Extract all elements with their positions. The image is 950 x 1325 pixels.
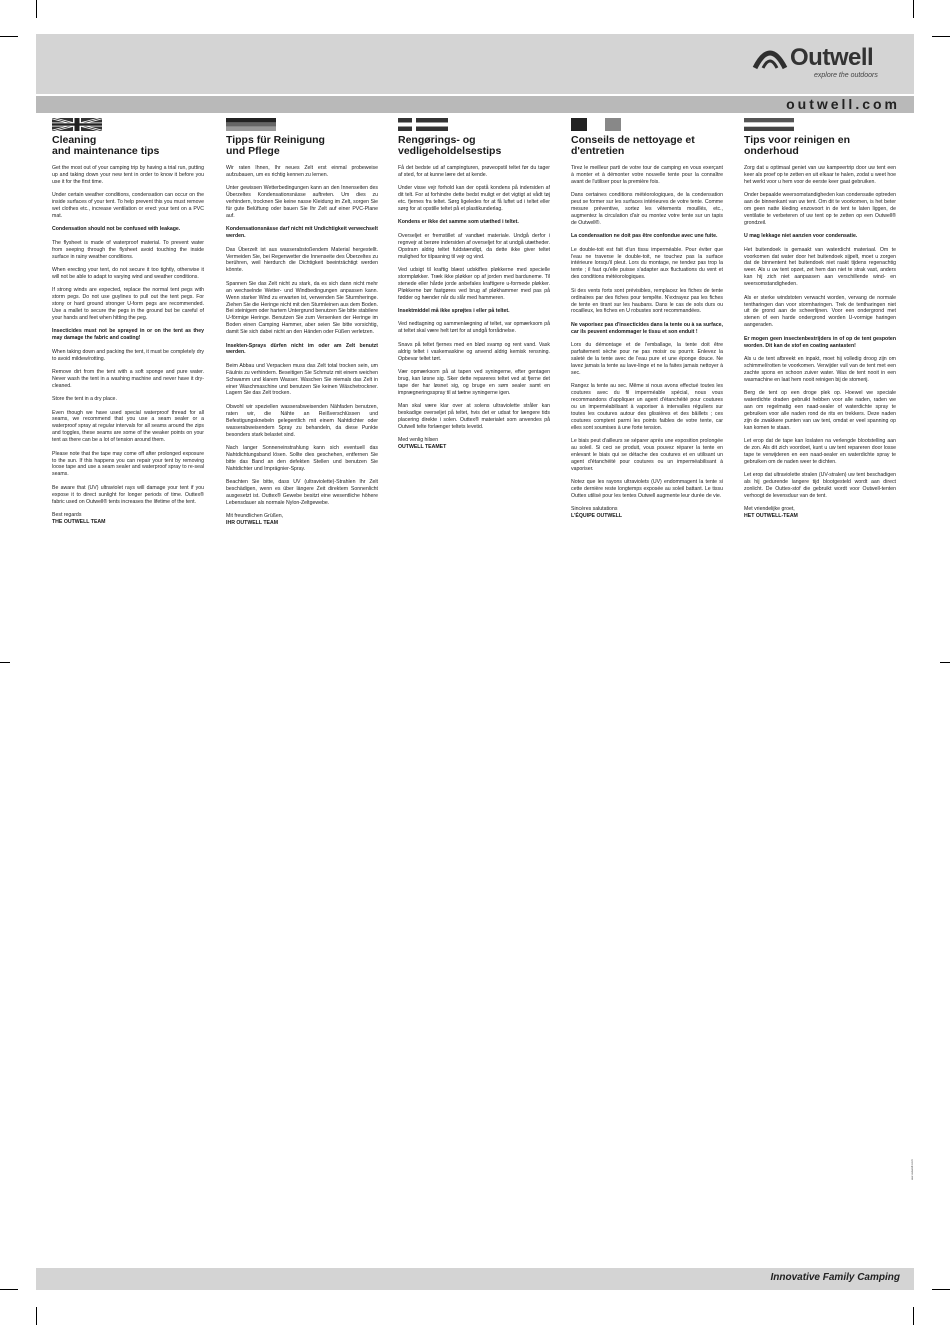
section-title: Rengørings- og vedligeholdelsestips [398,134,502,157]
paragraph: Spannen Sie das Zelt nicht zu stark, da es sich dann nicht mehr an wechselnde Wetter- und Windbedingungen anpassen kann. Wenn starker Wind zu erwarten ist, verwenden Sie Sturmheringe. Ziehen Sie die Heringe nicht mit den Sturmleinen aus dem Boden. Bei steinigem oder hartem Untergrund benutzen Sie bitte stabilere U-förmige Heringe. Benutzen Sie zum Versenken der Heringe im Boden einen Camping Hammer, aber seien Sie bitte vorsichtig, damit Sie sich dabei nicht an den Händen oder Füßen verletzen. [226,280,378,336]
signature [398,437,550,451]
highlight-paragraph: U mag lekkage niet aanzien voor condensatie. [744,233,858,240]
closing: Best regards [52,511,82,518]
paragraph: Beim Abbau und Verpacken muss das Zelt total trocken sein, um Fäulnis zu verhindern. Beseitigen Sie Schmutz mit einem weichen Schwamm und klarem Wasser. Waschen Sie niemals das Zelt in einer Waschmaschine und benutzen Sie keinen Wäschetrockner. Lagern Sie das Zelt trocken. [226,362,378,397]
paragraph: Het buitendoek is gemaakt van waterdicht materiaal. Om te voorkomen dat water door het buitendoek sijpelt, moet u zorgen dat de binnentent het buitendoek niet raakt tijdens regenachtig weer. Als u uw tent opzet, zet hem dan niet te strak vast, anders kan hij zich niet aanpassen aan verschillende wind- en weersomstandigheden. [744,246,896,288]
signature [571,506,723,520]
paragraph: Under certain weather conditions, condensation can occur on the inside surfaces of your tent. To help prevent this you must remove wet clothes etc., increase ventilation or erect your tent on a PVC mat. [52,192,204,219]
paragraph: Let erop dat de tape kan loslaten na verlengde blootstelling aan de zon. Als dit zich voordoet, kunt u uw tent repareren door losse tape te verwijderen en een naad-sealer en waterdichte spray te gebruiken om de naden weer te dichten. [744,438,896,465]
paragraph: Tirez le meilleur parti de votre tour de camping en vous exerçant à monter et à démonter votre nouvelle tente pour la connaître avant de l'utiliser pour la première fois. [571,165,723,185]
highlight-paragraph: Kondensationsnässe darf nicht mit Undichtigkeit verwechselt werden. [226,226,378,240]
paragraph: Overseljet er fremstillet af vandtæt materiale. Undgå derfor i regnvejr at berøre indersiden af overseljet for at undgå utætheder. Opstram aldrig teltet fuldstændigt, da dette ikke giver teltet mulighed for tilpasning til vejr og vind. [398,232,550,260]
paragraph: Unter gewissen Wetterbedingungen kann an den Innenseiten des Überzeltes Kondensationsnässe auftreten. Um dies zu verhindern, trocknen Sie keine nasse Kleidung im Zelt, sorgen Sie für gute Belüftung oder bauen Sie Ihr Zelt auf einer PVC-Plane auf. [226,185,378,219]
paragraph: Be aware that (UV) ultraviolet rays will damage your tent if you expose it to direct sunlight for longer periods of time. Outtex® fabric used on Outwell® tents increases the lifetime of the tent. [52,484,204,505]
signature [226,513,378,527]
column-german [226,118,378,527]
section-title: Tips voor reinigen en onderhoud [744,134,850,157]
footer-slogan: Innovative Family Camping [770,1272,900,1283]
paragraphs [226,165,378,507]
paragraph: Ved udsigt til kraftig blæst udskiftes pløkkerne med specielle stormpløkker. Træk ikke pløkker op af jorden med barduneme. Til stenede eller hårde jorde anbefales kraftigere u-formede pløkker. Pløkkerne bør fastgøres ved brug af pløkhammer med pas på fødder og hænder når du slår med hammeren. [398,266,550,301]
brand-name: Outwell [790,44,874,71]
column-dutch [744,118,896,520]
nl-flag-icon [744,118,896,131]
paragraph: Remove dirt from the tent with a soft sponge and pure water. Never wash the tent in a washing machine and never have it dry-cleaned. [52,368,204,389]
website-url: outwell.com [786,96,900,112]
paragraphs [398,165,550,431]
outwell-logo-icon [752,44,788,74]
crop-mark [36,1307,37,1325]
highlight-paragraph: Insekten-Sprays dürfen nicht im oder am Zelt benutzt werden. [226,342,378,356]
highlight-paragraph: Kondens er ikke det samme som utæthed i teltet. [398,219,519,226]
paragraph: Dans certaines conditions météorologiques, de la condensation peut se former sur les surfaces intérieures de votre tente. Comme mesure préventive, sortez les vêtements mouillés, etc., augmentez la circulation d'air ou montez votre tente sur un tapis de Outwell®. [571,192,723,226]
closing: Sincères salutations [571,506,618,513]
crop-mark [913,0,914,18]
paragraph: Le biais peut d'ailleurs se séparer après une exposition prolongée au soleil. Si ceci se produit, vous pouvez réparer la tente en enlevant le biais qui se détache des coutures et en utilisant un agent d'étanchéité pour coutures ou un imperméabilisant à vaporiser. [571,438,723,472]
section-title: Conseils de nettoyage et d'entretien [571,134,695,157]
team-name: THE OUTWELL TEAM [52,518,106,525]
team-name: HET OUTWELL-TEAM [744,513,798,520]
paragraph: Das Überzelt ist aus wasserabstoßendem Material hergestellt. Vermeiden Sie, bei Regenwetter die Innenseite des Überzeltes zu berühren, weil hierdurch die Dichtigkeit beeinträchtigt werden könnte. [226,246,378,274]
paragraph: The flysheet is made of waterproof material. To prevent water from seeping through the flysheet avoid touching the inside surface in rainy weather conditions. [52,239,204,260]
closing: Mit freundlichen Grüßen, [226,513,284,520]
paragraph: Obwohl wir speziellen wasserabweisenden Nähfaden benutzen, raten wir, die Nähte an Reißverschlüssen und Befestigungsknebeln gelegentlich mit einem Nahtdichter oder wasserabweisendem Spray zu behandeln, da diese Punkte besonders stark belastet sind. [226,403,378,438]
crop-mark [940,662,950,663]
paragraph: Beachten Sie bitte, dass UV (ultraviolette)-Strahlen Ihr Zelt beschädigen, wenn es über längere Zeit direktem Sonnenlicht ausgesetzt ist. Outtex® Gewebe besitzt eine wesentliche höhere Lebensdauer als normale Nylon-Zeltgewebe. [226,479,378,506]
paragraph: Als er sterke windstoten verwacht worden, vervang de normale tentharingen dan voor stormharingen. Trek de tentharingen niet uit de grond aan de scheerlijnen. Voor een ondergrond met stenen of een harde ondergrond worden U-vormige haringen aangeraden. [744,294,896,329]
crop-mark [0,1289,18,1290]
paragraph: Notez que les rayons ultraviolets (UV) endommagent la tente si cette dernière reste longtemps exposée au soleil battant. Le tissu Outtex utilisé pour les tentes Outwell augmente leur durée de vie. [571,479,723,499]
paragraph: Wir raten Ihnen, Ihr neues Zelt erst einmal probeweise aufzubauen, um es richtig kennen zu lernen. [226,165,378,178]
highlight-paragraph: Insecticides must not be sprayed in or on the tent as they may damage the fabric and coating! [52,328,204,342]
section-title: Cleaning and maintenance tips [52,134,160,157]
crop-mark [36,0,37,18]
crop-mark [0,36,18,37]
dk-flag-icon [398,118,550,131]
paragraph: Lors du démontage et de l'emballage, la tente doit être parfaitement sèche pour ne pas moisir ou pourrir. Enlevez la saleté de la tente avec de l'eau pure et une éponge douce. Ne lavez jamais la tente au lave-linge et ne la faites jamais nettoyer à sec. [571,342,723,376]
paragraph: Als u de tent afbreekt en inpakt, moet hij volledig droog zijn om schimmel/rotten te voorkomen. Verwijder vuil van de tent met een zachte spons en schoon zuiver water. Was de tent nooit in een wasmachine en laat hem nooit reinigen bij de stomerij. [744,355,896,383]
paragraph: Snavs på teltet fjernes med en blød svamp og rent vand. Vask aldrig teltet i vaskemaskine og anvend aldrig kemisk rensning. Opbevar teltet tørt. [398,341,550,362]
signature [52,512,204,526]
closing: Med venlig hilsen [398,437,439,444]
paragraphs [52,165,204,505]
column-french [571,118,723,520]
paragraph: If strong winds are expected, replace the normal tent pegs with storm pegs. Do not use guylines to pull out the tent pegs. For stony or hard ground stronger U-form pegs are recommended. Use a mallet to secure the pegs in the ground but be careful of your hands and feet when hitting the peg. [52,287,204,321]
fr-flag-icon [571,118,723,131]
crop-mark [913,1307,914,1325]
brand-tagline: explore the outdoors [814,72,878,79]
highlight-paragraph: Ne vaporisez pas d'insecticides dans la tente ou à sa surface, car ils peuvent endommager le tissu et son enduit ! [571,321,723,335]
paragraph: Si des vents forts sont prévisibles, remplacez les fiches de tente ordinaires par des fiches pour tempête. N'extrayez pas les fiches de tente en tirant sur les haubans. Dans le cas de sols durs ou rocailleux, les fiches en U robustes sont recommandées. [571,287,723,315]
highlight-paragraph: Er mogen geen insectenbestrijders in of op de tent gespoten worden. Dit kan de stof en coating aantasten! [744,335,896,349]
paragraph: Ved nedtagning og sammenlægning af teltet, var opmærksom på at teltet skal være helt tørt for at undgå forrådnelse. [398,321,550,335]
paragraph: Please note that the tape may come off after prolonged exposure to the sun. If this happens you can repair your tent by removing loose tape and use a seam sealer and waterproof spray to re-seal seams. [52,450,204,478]
paragraph: Under visse vejr forhold kan der opstå kondens på indersiden af dit telt. For at forhindre dette bedst muligt er det vigtigt at vådt tøj etc. fjernes fra teltet. Sørg ligeledes for at få luftet ud i teltet eller sørg for at opstille teltet på et plastikunderlag. [398,185,550,213]
paragraph: Zorg dat u optimaal geniet van uw kampeertrip door uw tent een keer als proef op te zetten en uit elkaar te halen, zodat u weet hoe het werkt voor u hem voor de eerste keer gaat gebruiken. [744,165,896,185]
paragraph: Onder bepaalde weersomstandigheden kan condensatie optreden aan de binnenkant van uw tent. Om dit te voorkomen, is het beter om geen natte kleding enzovoort in de tent te laten liggen, de ventilatie te verbeteren of uw tent op te zetten op een Outwell® grondzeil. [744,192,896,226]
crop-mark [932,1289,950,1290]
column-english [52,118,204,526]
team-name: L'ÉQUIPE OUTWELL [571,513,623,520]
signature [744,506,896,520]
paragraph: Le double-toit est fait d'un tissu imperméable. Pour éviter que l'eau ne traverse le double-toit, ne touchez pas la surface intérieure lorsqu'il pleut. Lors du montage, ne tendez pas trop la tente ; il faut qu'elle puisse s'adapter aux fluctuations du vent et des conditions météorologiques. [571,246,723,281]
section-title: Tipps für Reinigung und Pflege [226,134,325,157]
closing: Met vriendelijke groet, [744,506,795,513]
footer-band [36,1268,914,1290]
highlight-paragraph: Condensation should not be confused with leakage. [52,226,181,233]
team-name: OUTWELL TEAMET [398,444,447,451]
paragraph: Get the most out of your camping trip by having a trial run, putting up and taking down your new tent in order to know it before you use it for the first time. [52,165,204,185]
paragraph: Nach langer Sonneneinstrahlung kann sich eventuell das Nahtdichtungsband lösen. Sollte dies geschehen, entfernen Sie bitte das Band an den defekten Stellen und benutzen Sie Nahtdichter und Imprägnier-Spray. [226,444,378,472]
de-flag-icon [226,118,378,131]
highlight-paragraph: Insektmiddel må ikke sprøjtes i eller på teltet. [398,308,510,314]
paragraph: Vær opmærksom på at tapen ved syningerne, efter gentagen brug, kan løsne sig. Sker dette repareres teltet ved at fjerne det tape der har løsnet sig, og bruge en søm sealer samt en imprægneringsspray til at tætne syningerne igen. [398,368,550,396]
paragraph: Store the tent in a dry place. [52,396,117,403]
paragraph: Let erop dat ultraviolette stralen (UV-stralen) uw tent beschadigen als hij gedurende langere tijd blootgesteld wordt aan direct zonlicht. De Outtex-stof die gebruikt wordt voor Outwell-tenten verhoogt de levensduur van de tent. [744,472,896,499]
brand-logo [752,42,902,86]
paragraph: Rangez la tente au sec. Même si nous avons effectué toutes les coutures avec du fil imperméable spécial, nous vous recommandons d'appliquer un agent d'étanchéité pour coutures ou un imperméabilisant à vaporiser à intervalles réguliers sur toutes les coutures autour des glissières et des bâillets ; ces coutures comptent parmi les points faibles de votre tente, car elles sont soumises à une forte tension. [571,383,723,431]
highlight-paragraph: La condensation ne doit pas être confondue avec une fuite. [571,233,718,240]
crop-mark [0,662,10,663]
paragraph: Få det bedste ud af campingturen, prøveopstil teltet før du tager af sted, for at kunne lære det at kende. [398,165,550,178]
paragraph: When erecting your tent, do not secure it too tightly, otherwise it will not be able to adapt to varying wind and weather conditions. [52,266,204,280]
header-band [36,34,914,94]
column-danish [398,118,550,451]
paragraphs [744,165,896,500]
uk-flag-icon [52,118,204,131]
crop-mark [932,36,950,37]
paragraph: When taking down and packing the tent, it must be completely dry to avoid mildew/rotting. [52,348,204,362]
paragraph: Berg de tent op een droge plek op. Hoewel we speciale waterdichte draden gebruikt hebben voor alle naden, raden we aan om regelmatig een naad-sealer of waterdichte spray te gebruiken voor alle naden rond de rits en trekkers. Deze naden zijn de zwakkere punten van uw tent, omdat er veel spanning op kan komen te staan. [744,390,896,431]
print-code: ww.outwell.com [910,1159,914,1180]
url-bar [36,96,914,113]
team-name: IHR OUTWELL TEAM [226,520,279,527]
paragraphs [571,165,723,500]
paragraph: Man skal være klar over at solens ultraviolette stråler kan beskadige overseljet på teltet, hvis det er udsat for længere tids placering direkte i solen. Outtex® materialet som anvendes på Outwell telte forlænger teltets levetid. [398,403,550,430]
paragraph: Even though we have used special waterproof thread for all seams, we recommend that you use a seam sealer or a waterproof spray at regular intervals for all seams around the zips and toggles, these seams are some of the weaker points on your tent as there can be a lot of tension around them. [52,409,204,444]
